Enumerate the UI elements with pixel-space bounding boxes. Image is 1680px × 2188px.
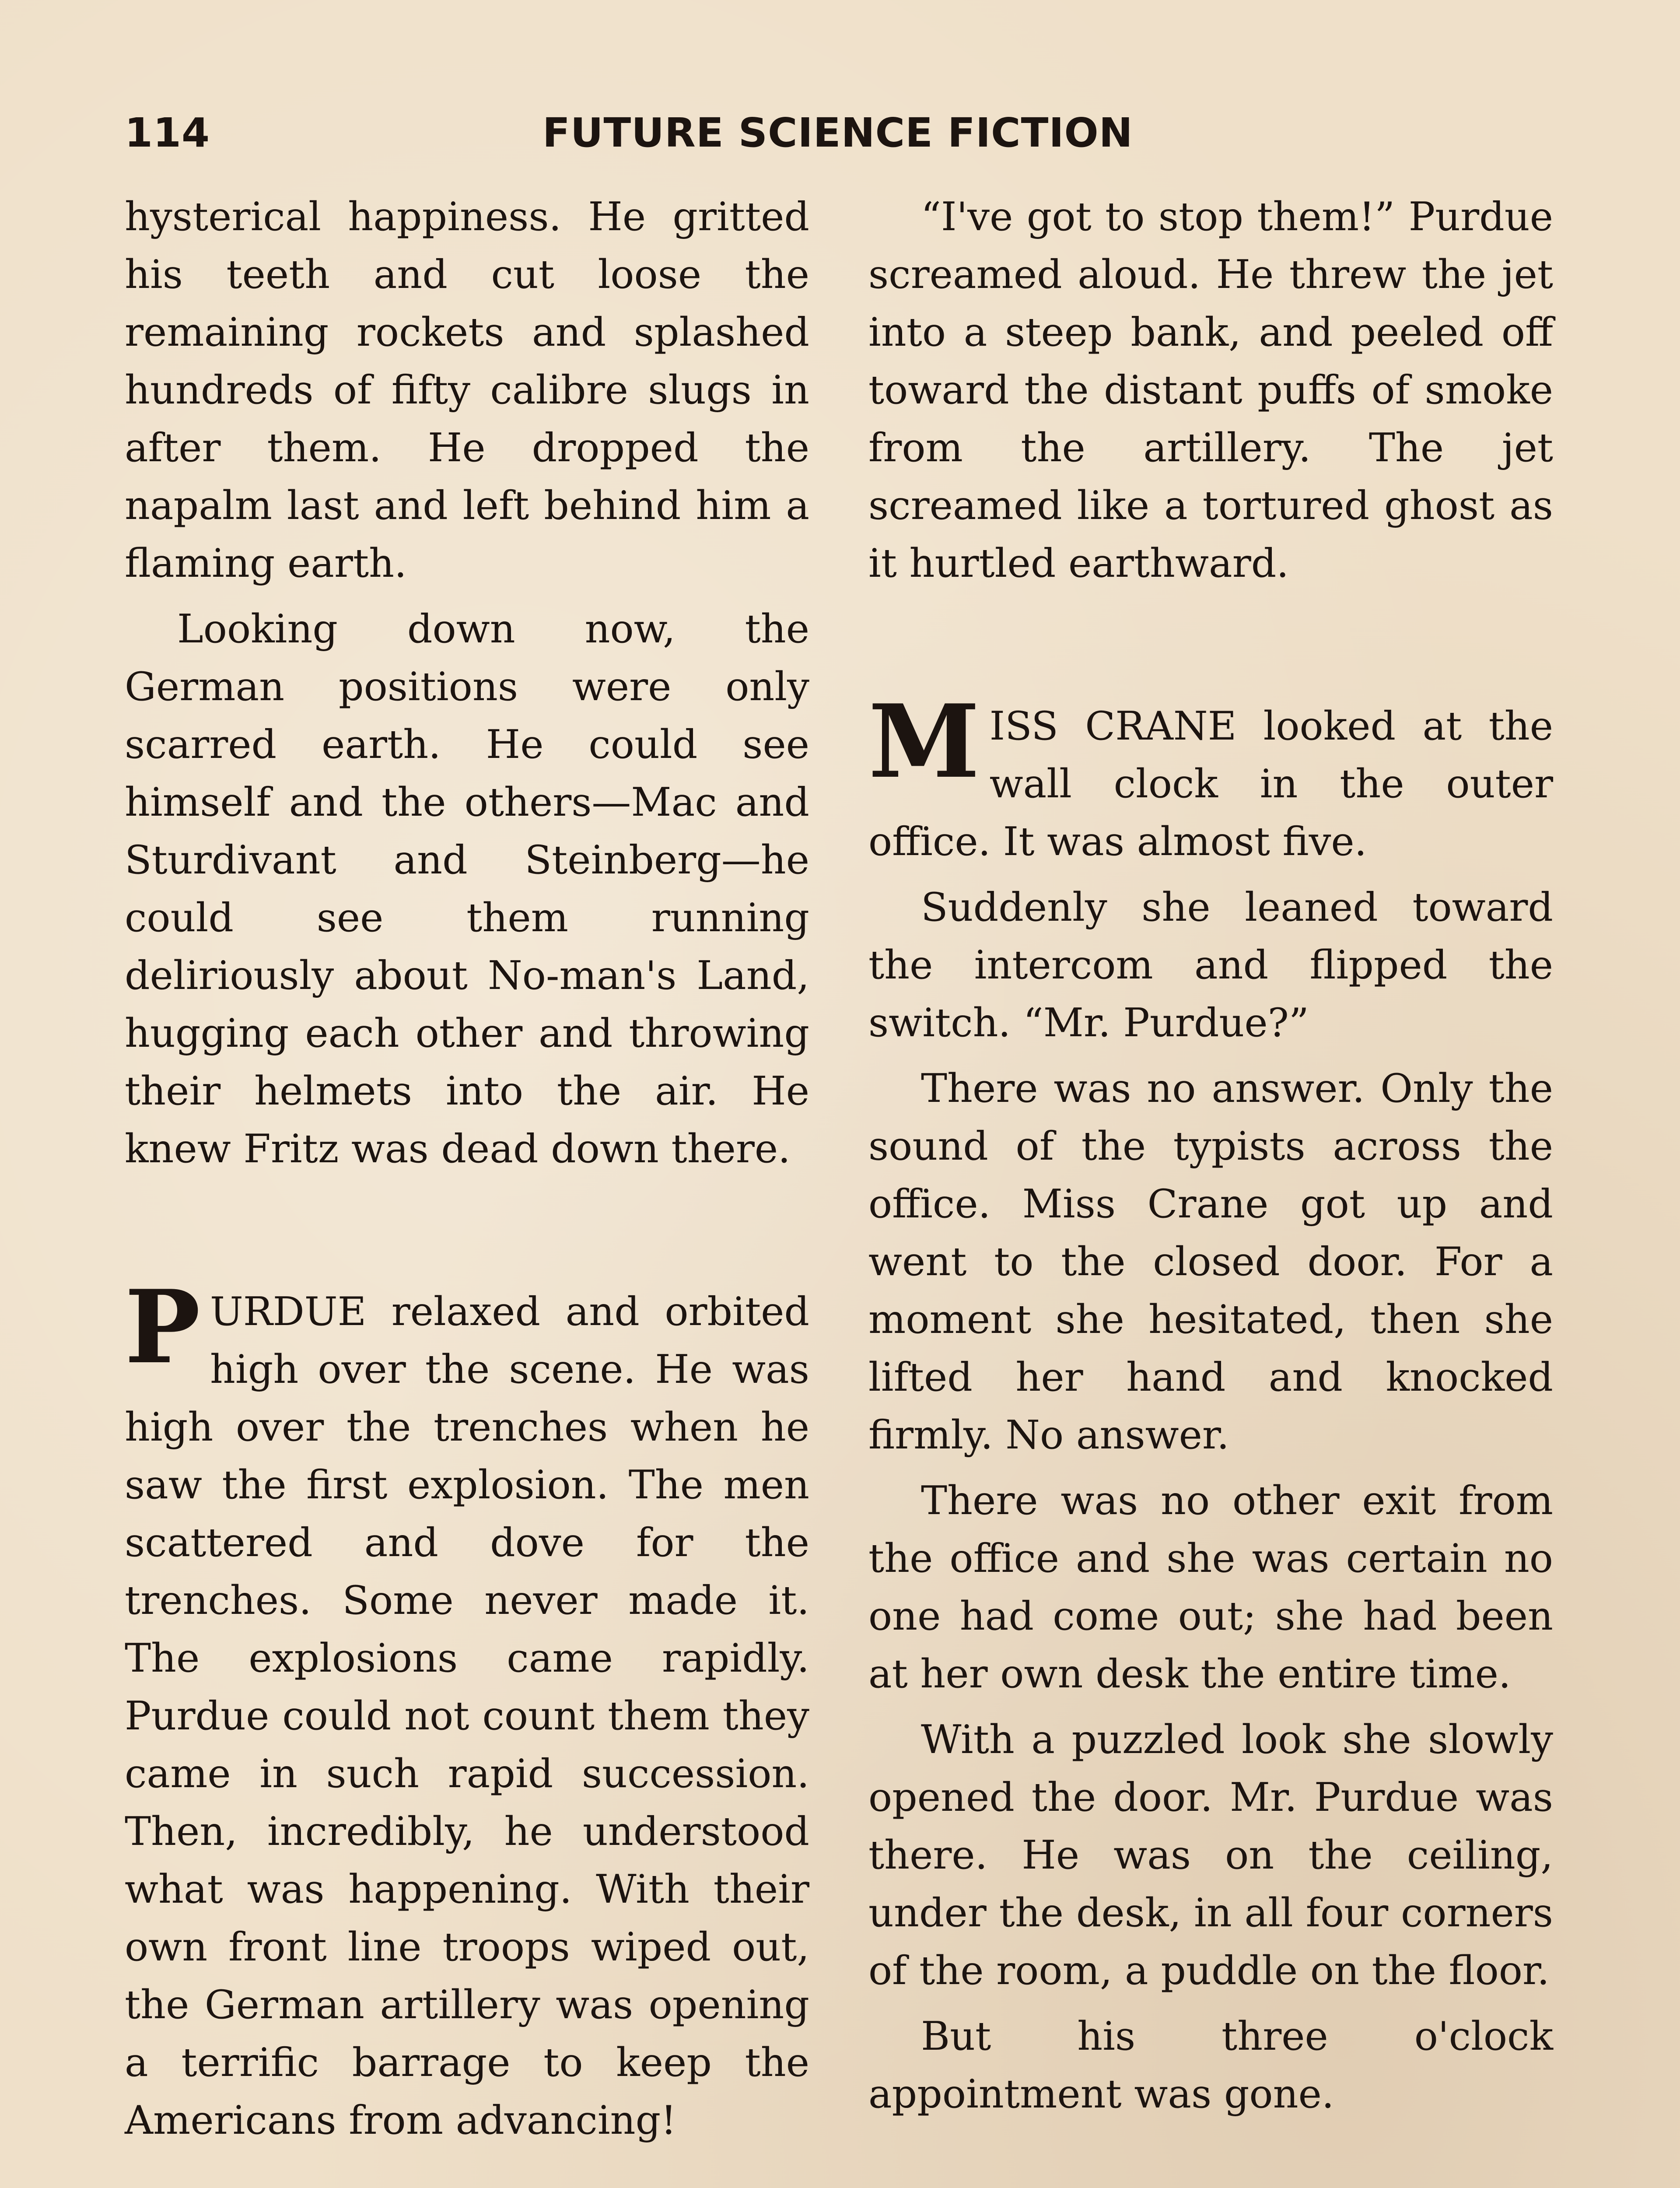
drop-cap: M xyxy=(868,683,980,801)
left-column xyxy=(125,188,809,2157)
page-number: 114 xyxy=(125,109,210,156)
paragraph: Suddenly she leaned toward the intercom and flipped the switch. “Mr. Purdue?” xyxy=(868,884,1553,1046)
section-paragraph xyxy=(868,683,1553,871)
drop-cap: P xyxy=(125,1268,200,1386)
section-paragraph xyxy=(125,1268,809,2149)
paragraph: But his three o'clock appointment was gone. xyxy=(868,2013,1553,2117)
running-head: FUTURE SCIENCE FICTION xyxy=(542,109,1133,156)
paragraph: hysterical happiness. He gritted his teeth and cut loose the remaining rockets and splashed hundreds of fifty calibre slugs in after them. He dropped the napalm last and left behind him a flaming earth. xyxy=(125,194,809,586)
paragraph: Looking down now, the German positions were only scarred earth. He could see himself and the others—Mac and Sturdivant and Steinberg—he could see them running deliriously about No-man's Land, hugging each other and throwing their helmets into the air. He knew Fritz was dead down there. xyxy=(125,606,809,1172)
paragraph: There was no answer. Only the sound of the typists across the office. Miss Crane got up and went to the closed door. For a moment she hesitated, then she lifted her hand and knocked firmly. No answer. xyxy=(868,1066,1553,1458)
paragraph: With a puzzled look she slowly opened the door. Mr. Purdue was there. He was on the ceiling, under the desk, in all four corners of the room, a puddle on the floor. xyxy=(868,1717,1553,1994)
paragraph: “I've got to stop them!” Purdue screamed aloud. He threw the jet into a steep bank, and peeled off toward the distant puffs of smoke from the artillery. The jet screamed like a tortured ghost as it hurtled earthward. xyxy=(868,194,1553,586)
paragraph-text: ISS CRANE looked at the wall clock in the outer office. It was almost five. xyxy=(868,703,1553,865)
paragraph: There was no other exit from the office and she was certain no one had come out; she had been at her own desk the entire time. xyxy=(868,1478,1553,1697)
paragraph-text: URDUE relaxed and orbited high over the scene. He was high over the trenches when he saw the first explosion. The men scattered and dove for the trenches. Some never made it. The explosions came rapidly. Purdue could not count them they came in such rapid succession. Then, incredibly, he understood what was happening. With their own front line troops wiped out, the German artillery was opening a terrific barrage to keep the Americans from advancing! xyxy=(125,1289,809,2143)
right-column xyxy=(868,188,1553,2131)
page-header xyxy=(125,109,1555,162)
